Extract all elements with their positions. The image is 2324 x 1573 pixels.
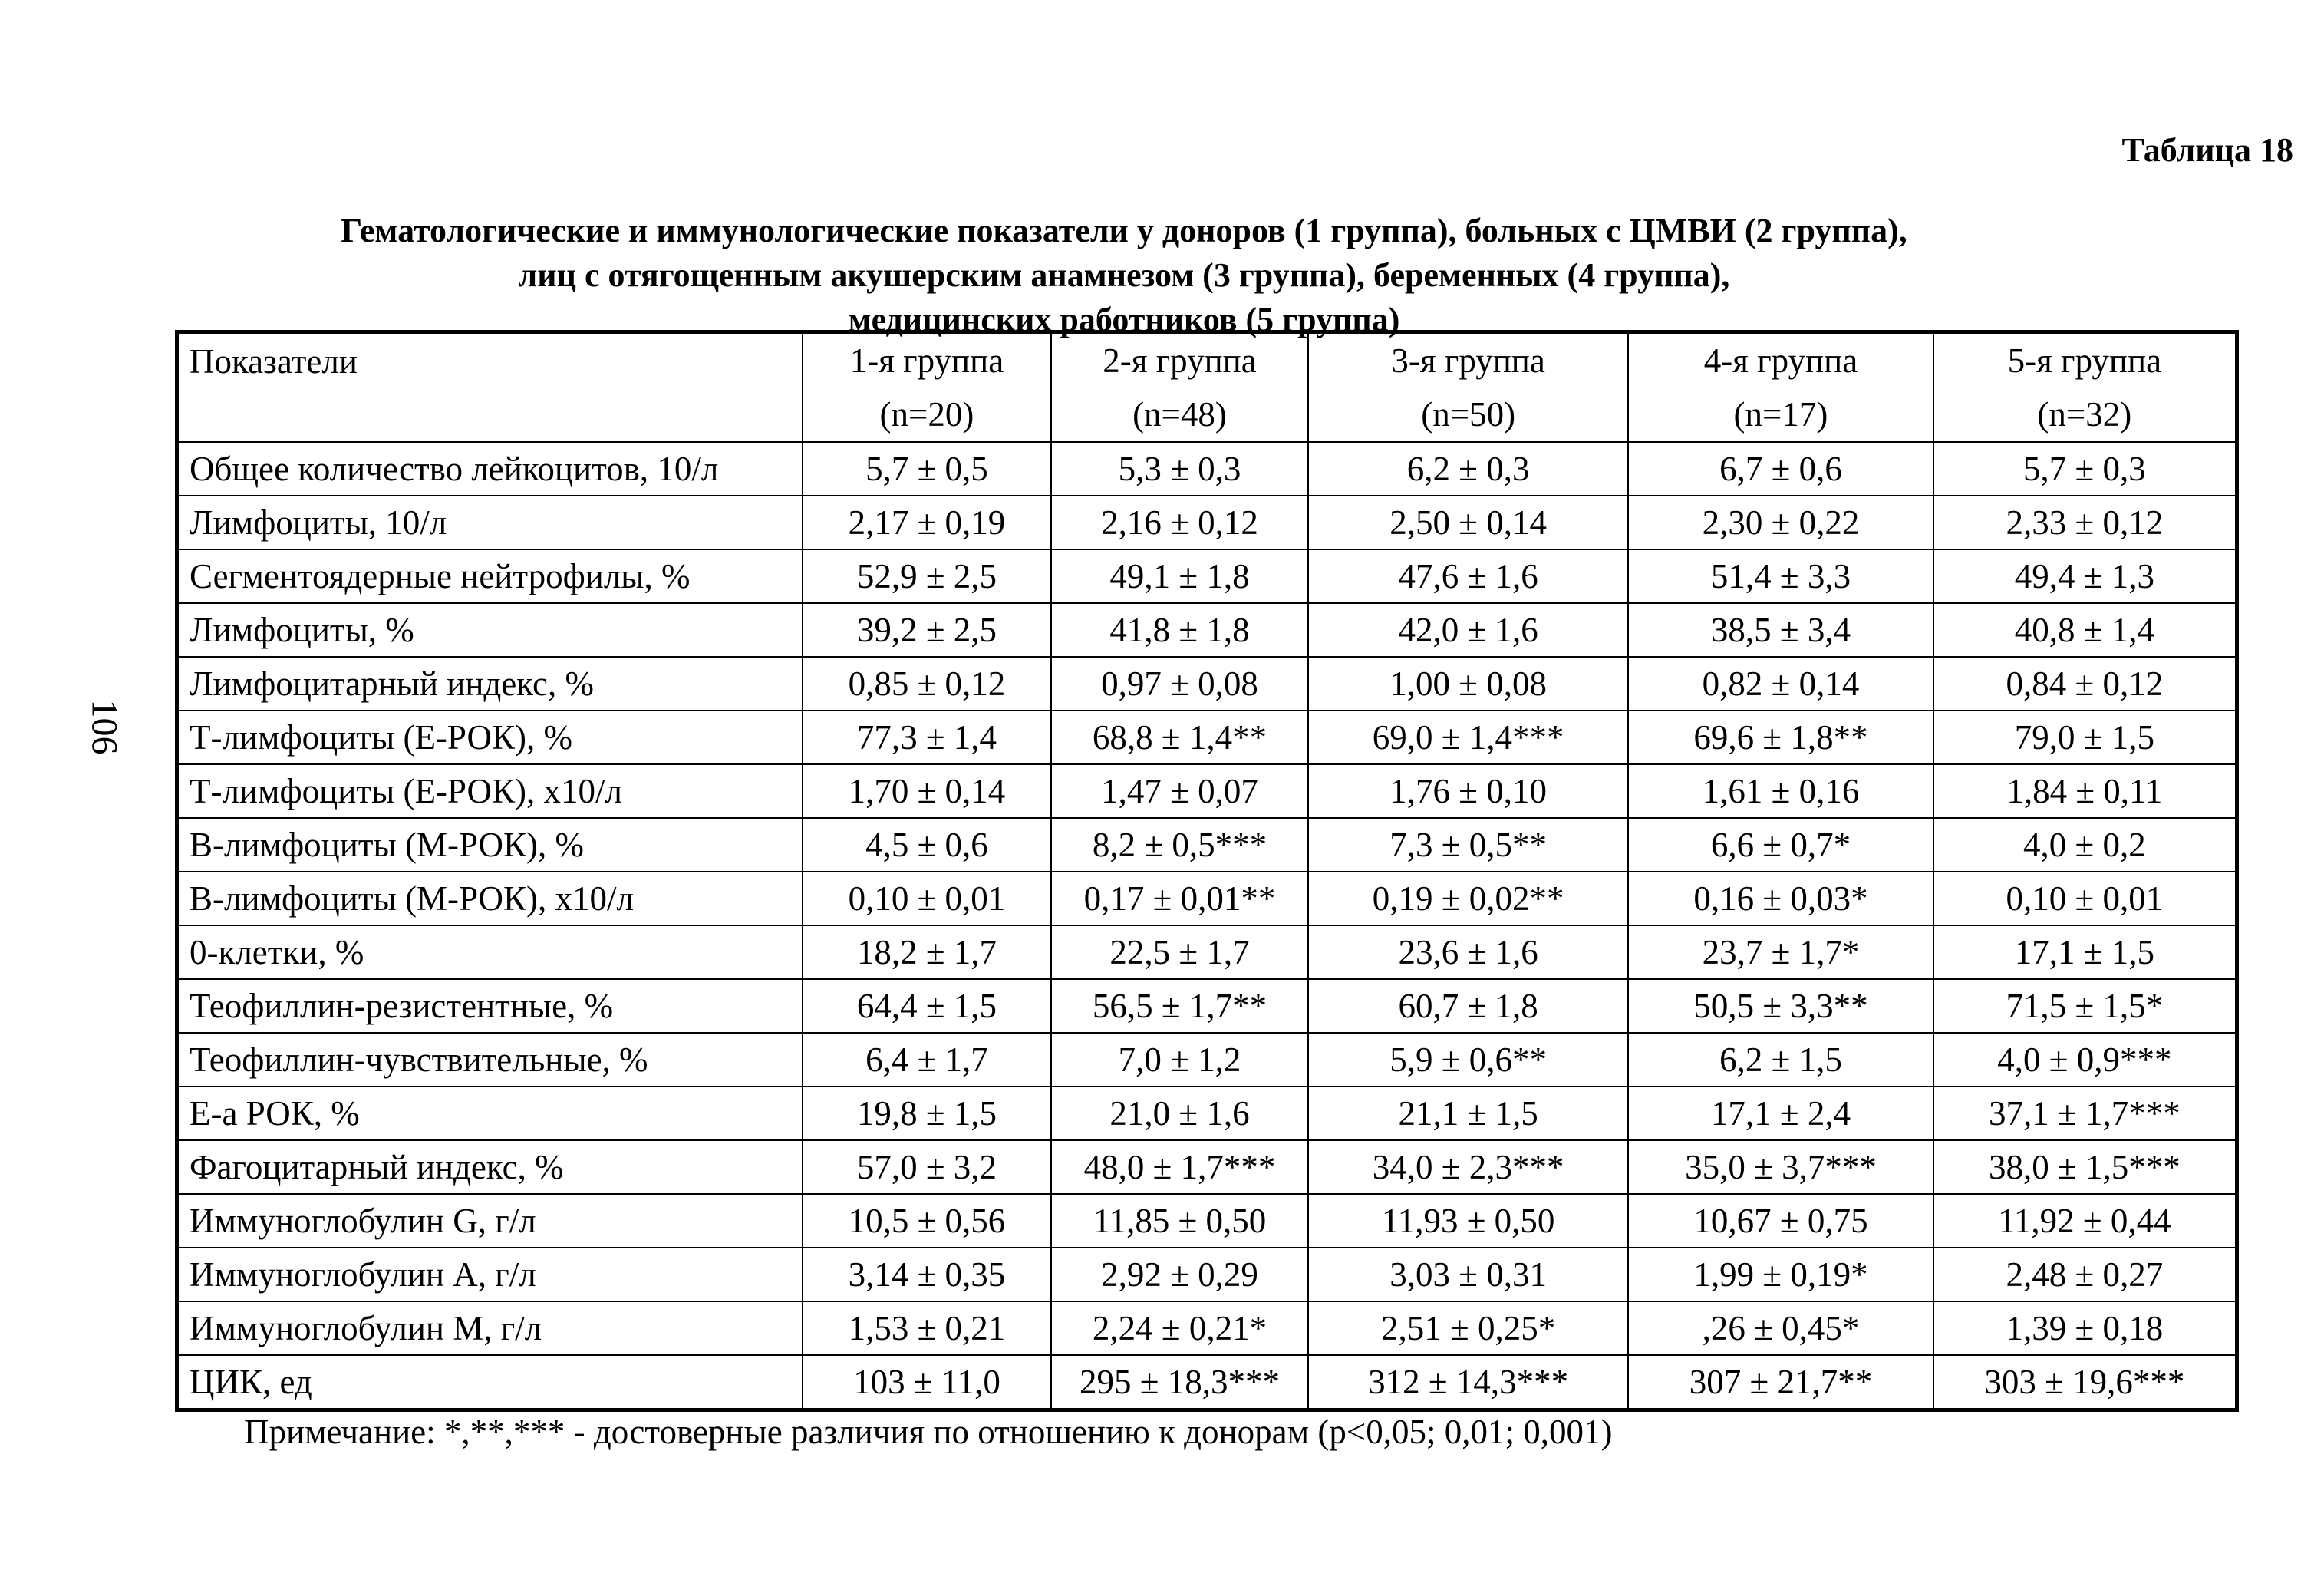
- cell-group-5: 38,0 ± 1,5***: [1933, 1140, 2237, 1194]
- cell-group-2: 0,97 ± 0,08: [1051, 657, 1308, 711]
- cell-group-2: 68,8 ± 1,4**: [1051, 711, 1308, 764]
- group-n: (n=17): [1733, 395, 1828, 434]
- row-param: Теофиллин-чувствительные, %: [177, 1033, 803, 1087]
- row-param: В-лимфоциты (М-РОК), %: [177, 818, 803, 872]
- cell-group-4: 51,4 ± 3,3: [1628, 549, 1933, 603]
- cell-group-2: 48,0 ± 1,7***: [1051, 1140, 1308, 1194]
- cell-group-3: 2,50 ± 0,14: [1308, 496, 1628, 549]
- cell-group-5: 1,84 ± 0,11: [1933, 764, 2237, 818]
- cell-group-2: 41,8 ± 1,8: [1051, 603, 1308, 657]
- cell-group-3: 1,00 ± 0,08: [1308, 657, 1628, 711]
- cell-group-2: 8,2 ± 0,5***: [1051, 818, 1308, 872]
- cell-group-3: 47,6 ± 1,6: [1308, 549, 1628, 603]
- cell-group-3: 312 ± 14,3***: [1308, 1355, 1628, 1410]
- cell-group-2: 1,47 ± 0,07: [1051, 764, 1308, 818]
- cell-group-4: 0,82 ± 0,14: [1628, 657, 1933, 711]
- cell-group-2: 21,0 ± 1,6: [1051, 1087, 1308, 1140]
- cell-group-3: 6,2 ± 0,3: [1308, 442, 1628, 496]
- cell-group-2: 49,1 ± 1,8: [1051, 549, 1308, 603]
- group-n: (n=32): [2037, 395, 2132, 434]
- row-param: Лимфоцитарный индекс, %: [177, 657, 803, 711]
- cell-group-3: 21,1 ± 1,5: [1308, 1087, 1628, 1140]
- row-param: Е-а РОК, %: [177, 1087, 803, 1140]
- group-n: (n=20): [879, 395, 974, 434]
- table-title: [176, 209, 2072, 342]
- cell-group-4: 6,6 ± 0,7*: [1628, 818, 1933, 872]
- cell-group-5: 4,0 ± 0,2: [1933, 818, 2237, 872]
- group-name: 5-я группа: [2007, 341, 2162, 380]
- table-title-line: Гематологические и иммунологические показатели у доноров (1 группа), больных с ЦМВИ (2 группа),: [341, 212, 1907, 249]
- cell-group-1: 64,4 ± 1,5: [803, 979, 1051, 1033]
- table-row: [177, 818, 2237, 872]
- cell-group-4: 1,99 ± 0,19*: [1628, 1248, 1933, 1301]
- row-param: Т-лимфоциты (Е-РОК), х10/л: [177, 764, 803, 818]
- row-param: Иммуноглобулин А, г/л: [177, 1248, 803, 1301]
- cell-group-5: 71,5 ± 1,5*: [1933, 979, 2237, 1033]
- cell-group-5: 1,39 ± 0,18: [1933, 1301, 2237, 1355]
- cell-group-3: 0,19 ± 0,02**: [1308, 872, 1628, 925]
- table-row: [177, 1087, 2237, 1140]
- group-name: 3-я группа: [1391, 341, 1545, 380]
- cell-group-2: 2,24 ± 0,21*: [1051, 1301, 1308, 1355]
- cell-group-3: 11,93 ± 0,50: [1308, 1194, 1628, 1248]
- cell-group-4: 307 ± 21,7**: [1628, 1355, 1933, 1410]
- cell-group-1: 10,5 ± 0,56: [803, 1194, 1051, 1248]
- table-note: Примечание: *,**,*** - достоверные различия по отношению к донорам (p<0,05; 0,01; 0,001): [244, 1413, 1613, 1451]
- cell-group-5: 303 ± 19,6***: [1933, 1355, 2237, 1410]
- cell-group-2: 2,92 ± 0,29: [1051, 1248, 1308, 1301]
- table-row: [177, 1301, 2237, 1355]
- row-param: Иммуноглобулин G, г/л: [177, 1194, 803, 1248]
- cell-group-3: 1,76 ± 0,10: [1308, 764, 1628, 818]
- cell-group-1: 103 ± 11,0: [803, 1355, 1051, 1410]
- row-param: Теофиллин-резистентные, %: [177, 979, 803, 1033]
- cell-group-5: 49,4 ± 1,3: [1933, 549, 2237, 603]
- cell-group-1: 0,10 ± 0,01: [803, 872, 1051, 925]
- cell-group-1: 57,0 ± 3,2: [803, 1140, 1051, 1194]
- cell-group-2: 22,5 ± 1,7: [1051, 925, 1308, 979]
- cell-group-5: 79,0 ± 1,5: [1933, 711, 2237, 764]
- cell-group-2: 5,3 ± 0,3: [1051, 442, 1308, 496]
- cell-group-4: 10,67 ± 0,75: [1628, 1194, 1933, 1248]
- cell-group-1: 77,3 ± 1,4: [803, 711, 1051, 764]
- cell-group-1: 52,9 ± 2,5: [803, 549, 1051, 603]
- cell-group-5: 37,1 ± 1,7***: [1933, 1087, 2237, 1140]
- cell-group-4: 2,30 ± 0,22: [1628, 496, 1933, 549]
- cell-group-1: 0,85 ± 0,12: [803, 657, 1051, 711]
- row-param: Фагоцитарный индекс, %: [177, 1140, 803, 1194]
- cell-group-3: 7,3 ± 0,5**: [1308, 818, 1628, 872]
- group-n: (n=48): [1132, 395, 1227, 434]
- cell-group-3: 34,0 ± 2,3***: [1308, 1140, 1628, 1194]
- table-row: [177, 442, 2237, 496]
- table-label: Таблица 18: [2121, 131, 2293, 169]
- row-param: ЦИК, ед: [177, 1355, 803, 1410]
- cell-group-4: 0,16 ± 0,03*: [1628, 872, 1933, 925]
- cell-group-5: 2,48 ± 0,27: [1933, 1248, 2237, 1301]
- row-param: Лимфоциты, 10/л: [177, 496, 803, 549]
- table-row: [177, 925, 2237, 979]
- table-row: [177, 1355, 2237, 1410]
- table-row: [177, 764, 2237, 818]
- table-row: [177, 1140, 2237, 1194]
- header-group-2: [1051, 332, 1308, 443]
- table-title-line: лиц с отягощенным акушерским анамнезом (3 группа), беременных (4 группа),: [518, 256, 1730, 294]
- cell-group-2: 295 ± 18,3***: [1051, 1355, 1308, 1410]
- cell-group-2: 0,17 ± 0,01**: [1051, 872, 1308, 925]
- cell-group-3: 23,6 ± 1,6: [1308, 925, 1628, 979]
- cell-group-3: 2,51 ± 0,25*: [1308, 1301, 1628, 1355]
- group-name: 1-я группа: [849, 341, 1004, 380]
- cell-group-5: 2,33 ± 0,12: [1933, 496, 2237, 549]
- cell-group-4: 1,61 ± 0,16: [1628, 764, 1933, 818]
- cell-group-2: 7,0 ± 1,2: [1051, 1033, 1308, 1087]
- header-group-4: [1628, 332, 1933, 443]
- row-param: Лимфоциты, %: [177, 603, 803, 657]
- cell-group-4: 50,5 ± 3,3**: [1628, 979, 1933, 1033]
- table-row: [177, 603, 2237, 657]
- cell-group-5: 17,1 ± 1,5: [1933, 925, 2237, 979]
- cell-group-5: 0,10 ± 0,01: [1933, 872, 2237, 925]
- cell-group-5: 4,0 ± 0,9***: [1933, 1033, 2237, 1087]
- cell-group-1: 2,17 ± 0,19: [803, 496, 1051, 549]
- cell-group-4: 35,0 ± 3,7***: [1628, 1140, 1933, 1194]
- header-param: Показатели: [177, 332, 803, 443]
- cell-group-3: 60,7 ± 1,8: [1308, 979, 1628, 1033]
- group-name: 2-я группа: [1103, 341, 1257, 380]
- cell-group-4: 69,6 ± 1,8**: [1628, 711, 1933, 764]
- cell-group-1: 18,2 ± 1,7: [803, 925, 1051, 979]
- header-group-1: [803, 332, 1051, 443]
- table-row: [177, 549, 2237, 603]
- cell-group-4: 17,1 ± 2,4: [1628, 1087, 1933, 1140]
- cell-group-5: 0,84 ± 0,12: [1933, 657, 2237, 711]
- table-row: [177, 711, 2237, 764]
- cell-group-3: 69,0 ± 1,4***: [1308, 711, 1628, 764]
- cell-group-4: 6,2 ± 1,5: [1628, 1033, 1933, 1087]
- cell-group-4: 23,7 ± 1,7*: [1628, 925, 1933, 979]
- table-row: [177, 1033, 2237, 1087]
- row-param: Т-лимфоциты (Е-РОК), %: [177, 711, 803, 764]
- cell-group-4: 6,7 ± 0,6: [1628, 442, 1933, 496]
- group-name: 4-я группа: [1703, 341, 1858, 380]
- cell-group-1: 5,7 ± 0,5: [803, 442, 1051, 496]
- cell-group-1: 1,53 ± 0,21: [803, 1301, 1051, 1355]
- cell-group-4: ,26 ± 0,45*: [1628, 1301, 1933, 1355]
- table-header-row: [177, 332, 2237, 443]
- cell-group-1: 39,2 ± 2,5: [803, 603, 1051, 657]
- cell-group-2: 56,5 ± 1,7**: [1051, 979, 1308, 1033]
- row-param: В-лимфоциты (М-РОК), х10/л: [177, 872, 803, 925]
- header-group-5: [1933, 332, 2237, 443]
- cell-group-1: 1,70 ± 0,14: [803, 764, 1051, 818]
- table-body: [177, 442, 2237, 1410]
- row-param: 0-клетки, %: [177, 925, 803, 979]
- table-row: [177, 657, 2237, 711]
- row-param: Иммуноглобулин М, г/л: [177, 1301, 803, 1355]
- cell-group-2: 11,85 ± 0,50: [1051, 1194, 1308, 1248]
- cell-group-3: 42,0 ± 1,6: [1308, 603, 1628, 657]
- cell-group-5: 11,92 ± 0,44: [1933, 1194, 2237, 1248]
- cell-group-1: 6,4 ± 1,7: [803, 1033, 1051, 1087]
- table-row: [177, 496, 2237, 549]
- row-param: Общее количество лейкоцитов, 10/л: [177, 442, 803, 496]
- cell-group-1: 4,5 ± 0,6: [803, 818, 1051, 872]
- page-number: 106: [84, 699, 125, 755]
- table-row: [177, 1248, 2237, 1301]
- cell-group-1: 19,8 ± 1,5: [803, 1087, 1051, 1140]
- cell-group-3: 5,9 ± 0,6**: [1308, 1033, 1628, 1087]
- table-row: [177, 1194, 2237, 1248]
- cell-group-1: 3,14 ± 0,35: [803, 1248, 1051, 1301]
- header-group-3: [1308, 332, 1628, 443]
- cell-group-5: 40,8 ± 1,4: [1933, 603, 2237, 657]
- table-row: [177, 979, 2237, 1033]
- row-param: Сегментоядерные нейтрофилы, %: [177, 549, 803, 603]
- cell-group-3: 3,03 ± 0,31: [1308, 1248, 1628, 1301]
- cell-group-5: 5,7 ± 0,3: [1933, 442, 2237, 496]
- table-title-line: медицинских работников (5 группа): [848, 301, 1400, 338]
- cell-group-4: 38,5 ± 3,4: [1628, 603, 1933, 657]
- group-n: (n=50): [1421, 395, 1516, 434]
- table-row: [177, 872, 2237, 925]
- data-table: [175, 330, 2239, 1412]
- cell-group-2: 2,16 ± 0,12: [1051, 496, 1308, 549]
